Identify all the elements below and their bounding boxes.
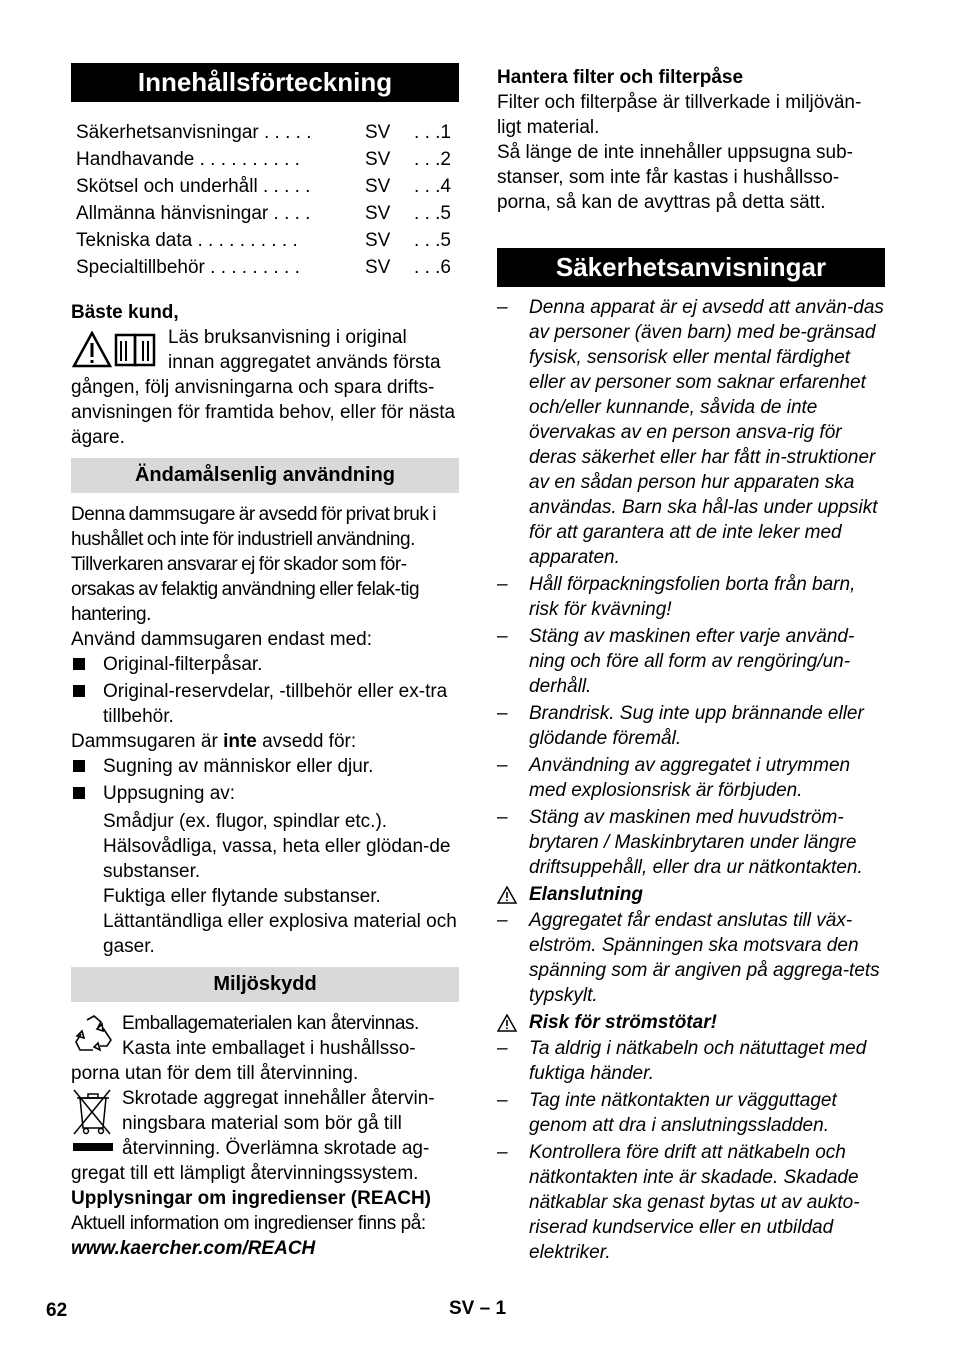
reach-text: Aktuell information om ingredienser finns på:	[71, 1213, 426, 1234]
toc-entry-lang: SV	[365, 176, 391, 197]
safety-item-text: Stäng av maskinen med huvudström-brytaren / Maskinbrytaren under längre driftsuppehåll, eller dra ur nätkontakten.	[529, 807, 863, 878]
warning-manual-icon	[72, 331, 160, 369]
toc-entry-page: . . .6	[414, 257, 451, 278]
electrical-item	[497, 908, 885, 1008]
warning-triangle-icon	[497, 1014, 517, 1032]
right-column	[497, 65, 885, 1267]
notuse-sub-item: Hälsovådliga, vassa, heta eller glödan-de substanser.	[103, 836, 451, 882]
shock-item	[497, 1140, 885, 1265]
weee-line-b: ningsbara material som bör gå till	[122, 1113, 402, 1134]
dash-mark: –	[497, 626, 508, 647]
toc-entry-title: Handhavande . . . . . . . . . .	[76, 149, 300, 170]
section-page: – 1	[479, 1298, 507, 1319]
intro-line-a: Läs bruksanvisning i original	[168, 327, 407, 348]
filter-paragraph-2: Så länge de inte innehåller uppsugna sub-stanser, som inte får kastas i hushållsso-porna, så kan de avyttras på detta sätt.	[497, 142, 853, 213]
toc-entry-title: Tekniska data . . . . . . . . . .	[76, 230, 298, 251]
notuse-post: avsedd för:	[256, 731, 357, 752]
toc-row[interactable]	[71, 200, 459, 227]
use-list-item: Original-filterpåsar.	[71, 652, 459, 677]
toc-entry-page: . . .5	[414, 203, 451, 224]
safety-item	[497, 295, 885, 570]
shock-item-text: Ta aldrig i nätkabeln och nätuttaget med fuktiga händer.	[529, 1038, 867, 1084]
recycle-line-c: porna utan för dem till återvinning.	[71, 1063, 359, 1084]
left-column	[71, 63, 459, 1261]
safety-item-text: Stäng av maskinen efter varje använd-ning och före all form av rengöring/un-derhåll.	[529, 626, 855, 697]
notuse-pre: Dammsugaren är	[71, 731, 224, 752]
environment-heading: Miljöskydd	[71, 967, 459, 1002]
safety-item-text: Användning av aggregatet i utrymmen med explosionsrisk är förbjuden.	[529, 755, 851, 801]
toc-row[interactable]	[71, 254, 459, 281]
recycle-icon	[73, 1014, 115, 1054]
safety-item	[497, 701, 885, 751]
notuse-sub-item: Fuktiga eller flytande substanser.	[103, 886, 381, 907]
recycle-line-b: Kasta inte emballaget i hushållsso-	[122, 1038, 416, 1059]
dash-mark: –	[497, 703, 508, 724]
recycle-row	[71, 1011, 459, 1061]
toc-entry-page: . . .1	[414, 122, 451, 143]
dash-mark: –	[497, 910, 508, 931]
reach-link[interactable]: www.kaercher.com/REACH	[71, 1238, 316, 1259]
safety-item	[497, 753, 885, 803]
toc-entry-title: Skötsel och underhåll . . . . .	[76, 176, 311, 197]
crossed-bin-icon	[72, 1088, 114, 1156]
shock-item	[497, 1036, 885, 1086]
purpose-notuse-intro	[71, 729, 459, 754]
toc-entry-lang: SV	[365, 257, 391, 278]
dash-mark: –	[497, 297, 508, 318]
page-number: 62	[46, 1300, 68, 1321]
safety-item	[497, 624, 885, 699]
dash-mark: –	[497, 807, 508, 828]
dash-mark: –	[497, 755, 508, 776]
safety-list	[497, 295, 885, 1265]
reach-heading: Upplysningar om ingredienser (REACH)	[71, 1188, 431, 1209]
safety-heading: Säkerhetsanvisningar	[497, 248, 885, 287]
purpose-use-intro: Använd dammsugaren endast med:	[71, 629, 373, 650]
weee-row	[71, 1086, 459, 1161]
notuse-sub-item: Smådjur (ex. flugor, spindlar etc.).	[103, 811, 388, 832]
section-lang: SV	[449, 1298, 475, 1319]
electrical-connection-heading	[497, 882, 885, 907]
toc-row[interactable]	[71, 227, 459, 254]
weee-line-c: återvinning. Överlämna skrotade ag-	[122, 1138, 430, 1159]
toc-entry-lang: SV	[365, 203, 391, 224]
notuse-list-item: Uppsugning av:	[71, 781, 459, 806]
purpose-heading: Ändamålsenlig användning	[71, 458, 459, 493]
toc-row[interactable]	[71, 119, 459, 146]
toc-row[interactable]	[71, 146, 459, 173]
dash-mark: –	[497, 1142, 508, 1163]
shock-risk-title: Risk för strömstötar!	[529, 1012, 717, 1033]
weee-line-d: gregat till ett lämpligt återvinningssystem.	[71, 1163, 419, 1184]
intro-line-b: innan aggregatet används första	[168, 352, 441, 373]
toc-heading: Innehållsförteckning	[71, 63, 459, 102]
toc-row[interactable]	[71, 173, 459, 200]
section-page-label	[449, 1296, 506, 1321]
dash-mark: –	[497, 1038, 508, 1059]
dash-mark: –	[497, 574, 508, 595]
greeting: Bäste kund,	[71, 302, 179, 323]
toc-entry-title: Säkerhetsanvisningar . . . . .	[76, 122, 312, 143]
electrical-connection-title: Elanslutning	[529, 884, 643, 905]
dash-mark: –	[497, 1090, 508, 1111]
warning-triangle-icon	[497, 886, 517, 904]
safety-item-text: Brandrisk. Sug inte upp brännande eller glödande föremål.	[529, 703, 864, 749]
use-list-item: Original-reservdelar, -tillbehör eller ex-tra tillbehör.	[71, 679, 459, 729]
electrical-item-text: Aggregatet får endast anslutas till väx-elström. Spänningen ska motsvara den spänning som är angiven på aggrega-tets typskylt.	[529, 910, 880, 1006]
toc-entry-lang: SV	[365, 122, 391, 143]
shock-item-text: Kontrollera före drift att nätkabeln och nätkontakten inte är skadade. Skadade nätkablar ska genast bytas ut av aukto-riserad kundservice eller en utbildad elektriker.	[529, 1142, 860, 1263]
notuse-list-item: Sugning av människor eller djur.	[71, 754, 459, 779]
intro-icon-row	[71, 325, 459, 375]
shock-risk-heading	[497, 1010, 885, 1035]
intro-line-c: gången, följ anvisningarna och spara drifts-anvisningen för framtida behov, eller för nästa ägare.	[71, 377, 456, 448]
toc-entry-lang: SV	[365, 149, 391, 170]
toc-entry-lang: SV	[365, 230, 391, 251]
recycle-line-a: Emballagematerialen kan återvinnas.	[122, 1013, 419, 1034]
weee-line-a: Skrotade aggregat innehåller återvin-	[122, 1088, 435, 1109]
shock-item	[497, 1088, 885, 1138]
toc-entry-title: Specialtillbehör . . . . . . . . .	[76, 257, 300, 278]
safety-item-text: Håll förpackningsfolien borta från barn, risk för kvävning!	[529, 574, 856, 620]
safety-item	[497, 805, 885, 880]
toc-entry-page: . . .4	[414, 176, 451, 197]
safety-item-text: Denna apparat är ej avsedd att använ-das av personer (även barn) med be-gränsad fysisk, sensorisk eller mental färdighet eller av personer som saknar erfarenhet och/eller kunnande, såvida de inte övervakas av en person ansva-rig för deras säkerhet eller har fått in-struktioner av en sådan person hur apparaten ska användas. Barn ska hål-las under uppsikt för att garantera att de inte leker med apparaten.	[529, 297, 884, 568]
safety-item	[497, 572, 885, 622]
notuse-sub-item: Lättantändliga eller explosiva material och gaser.	[103, 911, 457, 957]
toc-entry-title: Allmänna hänvisningar . . . .	[76, 203, 311, 224]
filter-heading: Hantera filter och filterpåse	[497, 67, 744, 88]
toc-entry-page: . . .2	[414, 149, 451, 170]
shock-item-text: Tag inte nätkontakten ur vägguttaget genom att dra i anslutningssladden.	[529, 1090, 837, 1136]
toc-entry-page: . . .5	[414, 230, 451, 251]
notuse-bold: inte	[223, 731, 257, 752]
filter-paragraph-1: Filter och filterpåse är tillverkade i miljövän-ligt material.	[497, 92, 862, 138]
purpose-paragraph: Denna dammsugare är avsedd för privat bruk i hushållet och inte för industriell användning. Tillverkaren ansvarar ej för skador som för-orsakas av felaktig användning eller felak-tig hantering.	[71, 504, 437, 625]
table-of-contents	[71, 119, 459, 281]
